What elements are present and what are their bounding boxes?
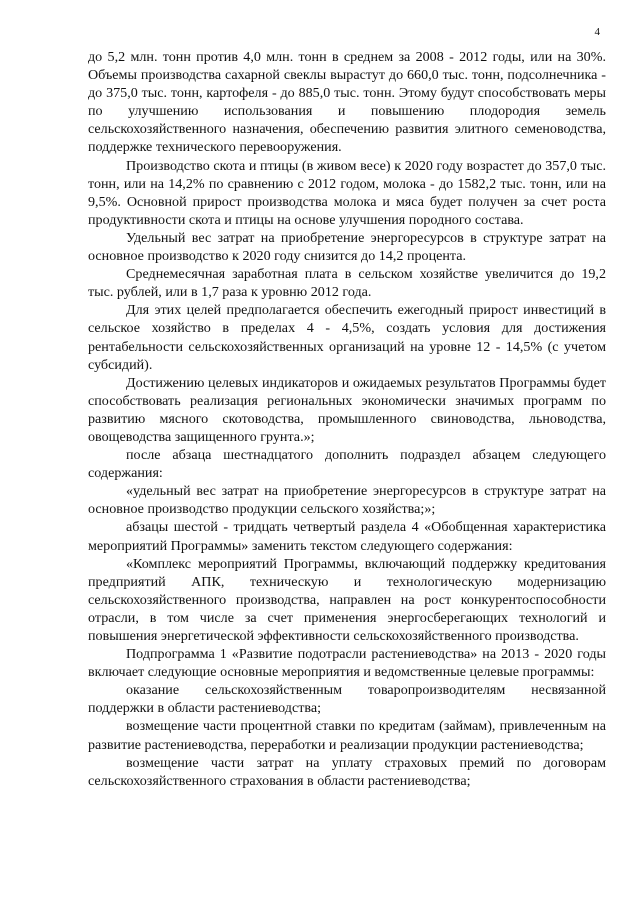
paragraph: Удельный вес затрат на приобретение энергоресурсов в структуре затрат на основное производство к 2020 году снизится до 14,2 процента. (88, 229, 606, 265)
page-number: 4 (594, 26, 600, 38)
paragraph: оказание сельскохозяйственным товаропроизводителям несвязанной поддержки в области растениеводства; (88, 682, 606, 717)
paragraph: Подпрограмма 1 «Развитие подотрасли растениеводства» на 2013 - 2020 годы включает следующие основные мероприятия и ведомственные целевые программы: (88, 646, 606, 681)
paragraph: Для этих целей предполагается обеспечить ежегодный прирост инвестиций в сельское хозяйство в пределах 4 - 4,5%, создать условия для достижения рентабельности сельскохозяйственных организаций на уровне 12 - 14,5% (с учетом субсидий). (88, 302, 606, 373)
paragraph: «удельный вес затрат на приобретение энергоресурсов в структуре затрат на основное производство продукции сельского хозяйства;»; (88, 483, 606, 518)
paragraph: после абзаца шестнадцатого дополнить подраздел абзацем следующего содержания: (88, 447, 606, 482)
paragraph: Среднемесячная заработная плата в сельском хозяйстве увеличится до 19,2 тыс. рублей, или в 1,7 раза к уровню 2012 года. (88, 266, 606, 301)
paragraph: «Комплекс мероприятий Программы, включающий поддержку кредитования предприятий АПК, техническую и технологическую модернизацию сельскохозяйственного производства, направлен на рост конкурентоспособности отрасли, в том числе за счет применения энергосберегающих технологий и повышения энергетической эффективности сельскохозяйственного производства. (88, 555, 606, 644)
paragraph: Производство скота и птицы (в живом весе) к 2020 году возрастет до 357,0 тыс. тонн, или на 14,2% по сравнению с 2012 годом, молока - до 1582,2 тыс. тонн, или на 9,5%. Основной прирост производства молока и мяса будет получен за счет роста продуктивности скота и птицы на основе улучшения породного состава. (88, 157, 606, 228)
paragraph: возмещение части затрат на уплату страховых премий по договорам сельскохозяйственного страхования в области растениеводства; (88, 754, 606, 789)
body-text (88, 48, 606, 790)
paragraph: до 5,2 млн. тонн против 4,0 млн. тонн в среднем за 2008 - 2012 годы, или на 30%. Объемы производства сахарной свеклы вырастут до 660,0 тыс. тонн, подсолнечника - до 375,0 тыс. тонн, картофеля - до 885,0 тыс. тонн. Этому будут способствовать меры по улучшению использования и повышению плодородия земель сельскохозяйственного назначения, обеспечению развития элитного семеноводства, поддержке технического перевооружения. (88, 49, 606, 156)
paragraph: абзацы шестой - тридцать четвертый раздела 4 «Обобщенная характеристика мероприятий Программы» заменить текстом следующего содержания: (88, 519, 606, 554)
paragraph: Достижению целевых индикаторов и ожидаемых результатов Программы будет способствовать реализация региональных экономически значимых программ по развитию мясного скотоводства, промышленного свиноводства, льноводства, овощеводства защищенного грунта.»; (88, 374, 606, 445)
paragraph: возмещение части процентной ставки по кредитам (займам), привлеченным на развитие растениеводства, переработки и реализации продукции растениеводства; (88, 718, 606, 753)
